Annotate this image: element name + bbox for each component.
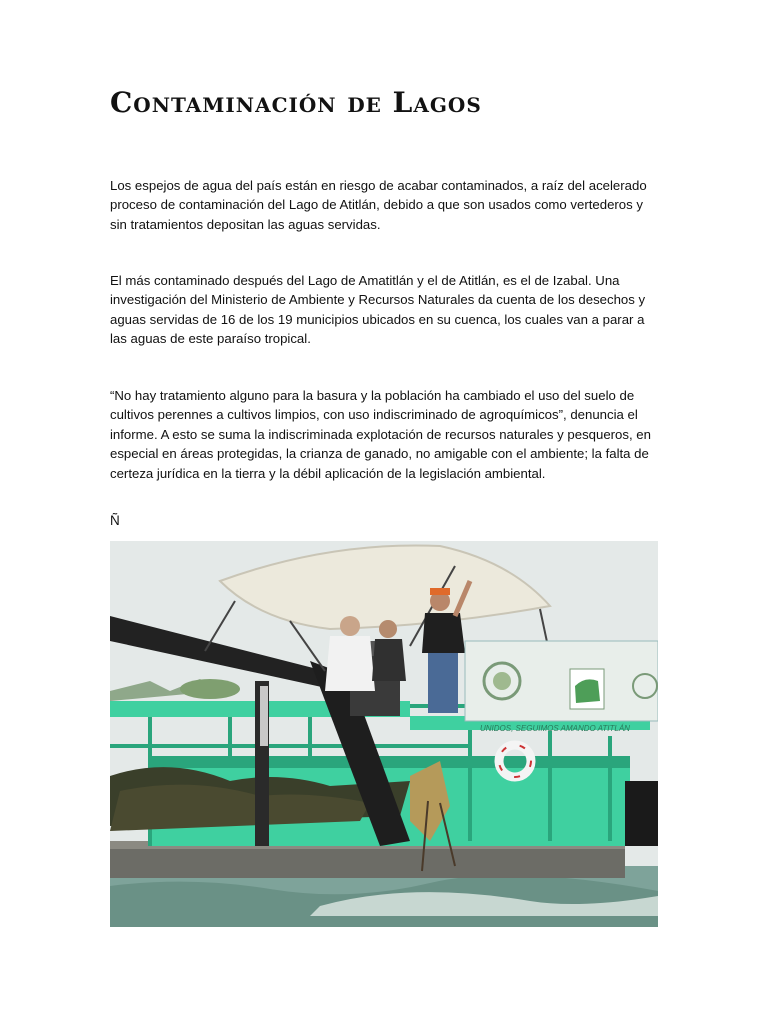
stray-character: Ñ: [110, 513, 120, 528]
guatemala-map-icon: [570, 669, 604, 709]
paragraph-2: El más contaminado después del Lago de Amatitlán y el de Atitlán, es el de Izabal. Una investigación del Ministerio de Ambiente y Recursos Naturales da cuenta de los desechos y aguas servidas de 16 de los 19 municipios ubicados en su cuenca, los cuales van a parar a las aguas de este paraíso tropical.: [110, 273, 646, 347]
banner-text: UNIDOS, SEGUIMOS AMANDO ATITLÁN: [480, 724, 630, 733]
paragraph-1: Los espejos de agua del país están en riesgo de acabar contaminados, a raíz del acelerado proceso de contaminación del Lago de Atitlán, debido a que son usados como vertederos y sin tratamientos depositan las aguas servidas.: [110, 178, 647, 232]
page-title: Contaminación de Lagos: [110, 86, 482, 119]
boat-photo: [110, 541, 658, 927]
paragraph-3: “No hay tratamiento alguno para la basura y la población ha cambiado el uso del suelo de cultivos perennes a cultivos limpios, con uso indiscriminado de agroquímicos”, denuncia el informe. A esto se suma la indiscriminada explotación de recursos naturales y pesqueros, en especial en áreas protegidas, la crianza de ganado, no amigable con el ambiente; la falta de certeza jurídica en la tierra y la débil aplicación de la legislación ambiental.: [110, 388, 651, 481]
